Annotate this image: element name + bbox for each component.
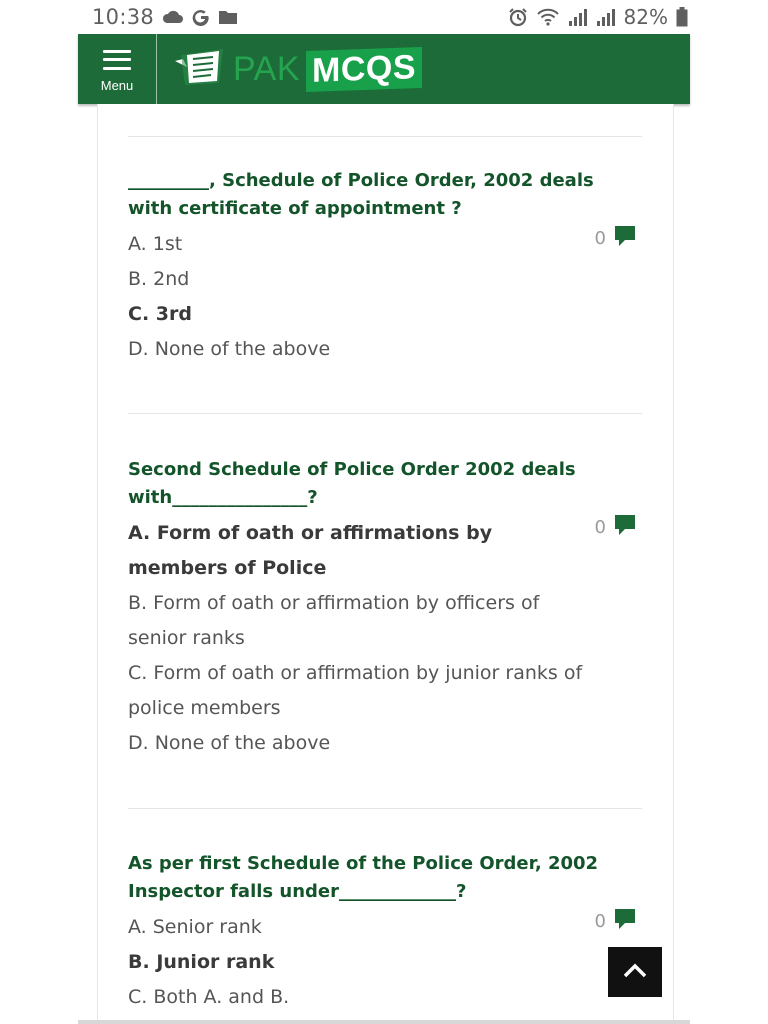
mcq-options [128,910,642,1015]
wifi-icon [536,8,560,26]
comment-count: 0 [594,911,606,932]
logo-mcqs-box [306,46,422,91]
comment-icon [614,514,636,541]
comment-button[interactable] [595,908,636,935]
mcq-question: _________, Schedule of Police Order, 2002 deals with certificate of appointment ? [128,170,594,219]
mcq-option-correct[interactable]: C. 3rd [128,303,192,325]
comment-button[interactable] [595,225,636,252]
cloud-icon [162,10,184,24]
comment-icon [614,908,636,935]
mcq-item [128,456,642,761]
mcq-option-correct[interactable]: B. Junior rank [128,951,275,973]
mcq-question: As per first Schedule of the Police Order, 2002 Inspector falls under_____________? [128,853,599,902]
google-icon [192,8,210,26]
comment-count: 0 [594,517,606,538]
status-left [78,5,238,29]
comment-button[interactable] [595,514,636,541]
signal-icon [596,8,616,26]
logo-text-pak: PAK [233,49,301,88]
bottom-edge [78,1020,690,1024]
comment-count: 0 [594,228,606,249]
mcq-option[interactable]: D. None of the above [128,338,331,360]
folder-icon [218,9,238,25]
chevron-up-icon [622,962,648,982]
divider [128,808,642,809]
divider [128,136,642,137]
hamburger-icon [103,50,131,70]
mcq-option[interactable]: D. None of the above [128,732,331,754]
signal-icon [568,8,588,26]
mcq-options [128,516,642,761]
comment-icon [614,225,636,252]
paper-plane-icon [173,45,229,93]
mcq-option[interactable]: B. 2nd [128,268,190,290]
mcq-option[interactable]: A. 1st [128,233,183,255]
status-bar [78,0,690,34]
battery-icon [676,7,688,27]
status-time: 10:38 [92,5,155,29]
site-logo[interactable] [157,34,422,104]
menu-button[interactable] [78,34,157,104]
mcq-option[interactable]: A. Senior rank [128,916,262,938]
menu-label: Menu [100,77,134,93]
divider [128,413,642,414]
status-right [508,5,688,29]
battery-percent: 82% [623,5,668,29]
mcq-option[interactable]: B. Form of oath or affirmation by officers of senior ranks [128,592,540,649]
mcq-item [128,167,642,367]
alarm-icon [508,7,528,27]
mcq-item [128,850,642,1015]
app-header [78,34,690,104]
logo-text-mcqs: MCQS [312,47,417,90]
mcq-options [128,227,642,367]
mcq-question: Second Schedule of Police Order 2002 deals with_______________? [128,459,576,508]
mcq-option[interactable]: C. Both A. and B. [128,986,290,1008]
scroll-to-top-button[interactable] [608,947,662,997]
mcq-option[interactable]: C. Form of oath or affirmation by junior ranks of police members [128,662,583,719]
mcq-option-correct[interactable]: A. Form of oath or affirmations by members of Police [128,522,493,579]
